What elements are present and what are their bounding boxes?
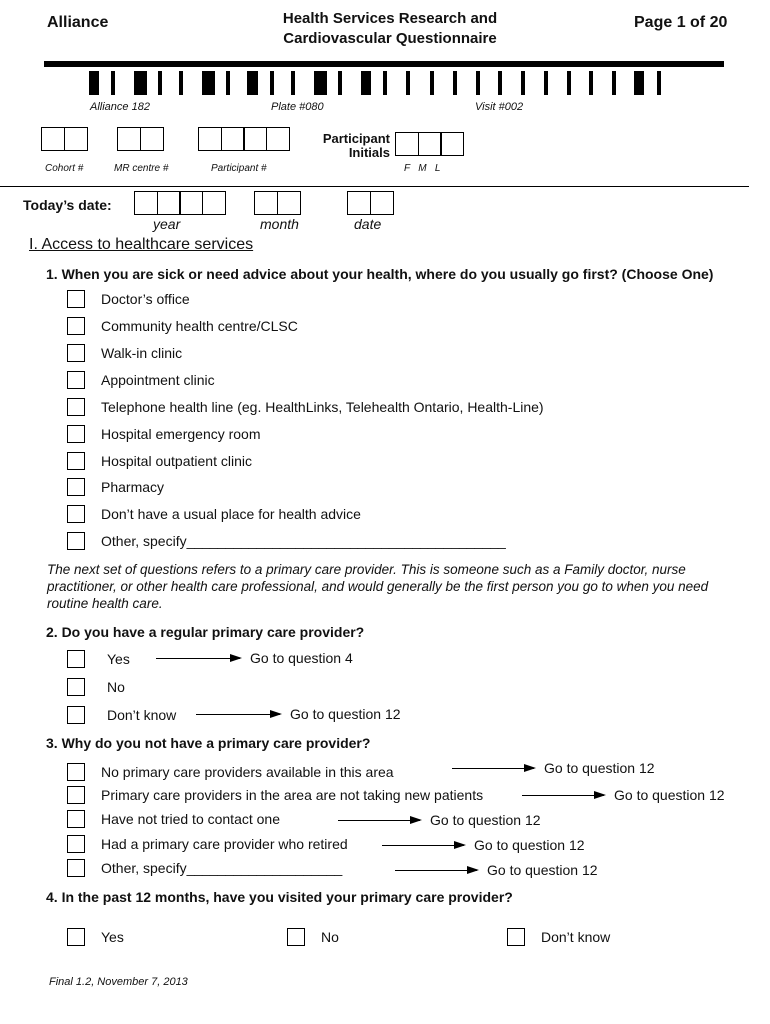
q2-option-dontknow[interactable] bbox=[67, 706, 176, 724]
skip-label: Go to question 4 bbox=[250, 650, 353, 666]
q3-option[interactable] bbox=[67, 786, 483, 804]
skip-label: Go to question 12 bbox=[290, 706, 401, 722]
arrow-right-icon bbox=[452, 768, 534, 769]
arrow-right-icon bbox=[196, 714, 280, 715]
checkbox[interactable] bbox=[67, 678, 85, 696]
month-label: month bbox=[260, 216, 299, 232]
option-label: Yes bbox=[107, 651, 130, 667]
initials-input[interactable] bbox=[395, 132, 463, 156]
q1-option[interactable] bbox=[67, 371, 215, 389]
q2-yes-skip bbox=[156, 650, 353, 666]
arrow-right-icon bbox=[522, 795, 604, 796]
skip-label: Go to question 12 bbox=[487, 862, 598, 878]
q4-option-no[interactable] bbox=[287, 928, 339, 946]
checkbox[interactable] bbox=[67, 505, 85, 523]
skip-label: Go to question 12 bbox=[474, 837, 585, 853]
q4-option-yes[interactable] bbox=[67, 928, 124, 946]
q4-option-dontknow[interactable] bbox=[507, 928, 610, 946]
arrow-right-icon bbox=[338, 820, 420, 821]
q3-option[interactable] bbox=[67, 810, 280, 828]
question-4: 4. In the past 12 months, have you visited your primary care provider? bbox=[46, 889, 513, 905]
year-label: year bbox=[153, 216, 181, 232]
checkbox[interactable] bbox=[67, 398, 85, 416]
checkbox[interactable] bbox=[67, 532, 85, 550]
checkbox[interactable] bbox=[67, 452, 85, 470]
q3-skip bbox=[522, 787, 725, 803]
header-rule bbox=[44, 61, 724, 67]
option-label: Had a primary care provider who retired bbox=[101, 836, 348, 852]
option-label: Yes bbox=[101, 929, 124, 945]
checkbox[interactable] bbox=[67, 706, 85, 724]
q1-option[interactable] bbox=[67, 344, 182, 362]
option-label: Don’t know bbox=[107, 707, 177, 723]
footer-version: Final 1.2, November 7, 2013 bbox=[49, 976, 188, 988]
mr-centre-label: MR centre # bbox=[114, 163, 169, 174]
q1-option[interactable] bbox=[67, 532, 506, 550]
barcode-icon bbox=[89, 71, 669, 95]
arrow-right-icon bbox=[156, 658, 240, 659]
id-divider bbox=[0, 186, 749, 187]
checkbox[interactable] bbox=[67, 344, 85, 362]
day-input[interactable] bbox=[347, 191, 392, 215]
checkbox[interactable] bbox=[67, 835, 85, 853]
participant-number-label: Participant # bbox=[211, 163, 267, 174]
q1-option[interactable] bbox=[67, 290, 190, 308]
checkbox[interactable] bbox=[67, 290, 85, 308]
option-label: Doctor’s office bbox=[101, 291, 190, 307]
question-1: 1. When you are sick or need advice about your health, where do you usually go first? (Choose One) bbox=[46, 266, 714, 282]
page-number: Page 1 of 20 bbox=[634, 14, 728, 31]
option-label: Other, specify_________________________________________ bbox=[101, 533, 506, 549]
section-title: I. Access to healthcare services bbox=[29, 236, 254, 253]
skip-label: Go to question 12 bbox=[614, 787, 725, 803]
form-title bbox=[250, 9, 530, 49]
q1-option[interactable] bbox=[67, 398, 544, 416]
mr-centre-input[interactable] bbox=[117, 127, 162, 151]
option-label: Pharmacy bbox=[101, 479, 165, 495]
q2-option-yes[interactable] bbox=[67, 650, 130, 668]
date-label: Today’s date: bbox=[23, 197, 112, 213]
form-title-line2: Cardiovascular Questionnaire bbox=[283, 30, 497, 47]
option-label: Appointment clinic bbox=[101, 372, 215, 388]
question-2: 2. Do you have a regular primary care provider? bbox=[46, 624, 365, 640]
q3-skip bbox=[338, 812, 541, 828]
month-input[interactable] bbox=[254, 191, 299, 215]
option-label: Primary care providers in the area are not taking new patients bbox=[101, 787, 484, 803]
checkbox[interactable] bbox=[67, 786, 85, 804]
year-input[interactable] bbox=[134, 191, 224, 215]
plate-code: Plate #080 bbox=[271, 101, 324, 113]
org-name: Alliance bbox=[47, 14, 109, 31]
q3-skip bbox=[382, 837, 585, 853]
q3-skip bbox=[395, 862, 598, 878]
checkbox[interactable] bbox=[67, 425, 85, 443]
alliance-code: Alliance 182 bbox=[90, 101, 150, 113]
initials-label-line1: Participant bbox=[322, 131, 390, 146]
initials-label bbox=[316, 132, 390, 160]
q1-option[interactable] bbox=[67, 452, 252, 470]
arrow-right-icon bbox=[395, 870, 477, 871]
checkbox[interactable] bbox=[67, 478, 85, 496]
option-label: No bbox=[321, 929, 339, 945]
option-label: Don’t know bbox=[541, 929, 611, 945]
checkbox[interactable] bbox=[67, 317, 85, 335]
option-label: Hospital outpatient clinic bbox=[101, 453, 252, 469]
checkbox[interactable] bbox=[67, 763, 85, 781]
arrow-right-icon bbox=[382, 845, 464, 846]
q2-option-no[interactable] bbox=[67, 678, 125, 696]
option-label: Have not tried to contact one bbox=[101, 811, 280, 827]
option-label: Telephone health line (eg. HealthLinks, Telehealth Ontario, Health-Line) bbox=[101, 399, 544, 415]
instruction-note: The next set of questions refers to a primary care provider. This is someone such as a Family doctor, nurse practitioner, or other health care professional, and would generally be the first person you go to when you need routine health care. bbox=[47, 562, 709, 611]
checkbox[interactable] bbox=[67, 928, 85, 946]
q2-dk-skip bbox=[196, 706, 401, 722]
option-label: Other, specify____________________ bbox=[101, 860, 343, 876]
option-label: No bbox=[107, 679, 125, 695]
checkbox[interactable] bbox=[67, 650, 85, 668]
skip-label: Go to question 12 bbox=[430, 812, 541, 828]
checkbox[interactable] bbox=[507, 928, 525, 946]
option-label: Hospital emergency room bbox=[101, 426, 261, 442]
q1-option[interactable] bbox=[67, 478, 164, 496]
option-label: Walk-in clinic bbox=[101, 345, 183, 361]
checkbox[interactable] bbox=[67, 810, 85, 828]
q3-skip bbox=[452, 760, 655, 776]
option-label: Community health centre/CLSC bbox=[101, 318, 298, 334]
q3-option[interactable] bbox=[67, 763, 394, 781]
question-3: 3. Why do you not have a primary care provider? bbox=[46, 735, 371, 751]
q1-option[interactable] bbox=[67, 505, 361, 523]
day-label: date bbox=[354, 216, 382, 232]
form-title-line1: Health Services Research and bbox=[282, 10, 498, 27]
initials-label-line2: Initials bbox=[348, 145, 390, 160]
option-label: Don’t have a usual place for health advice bbox=[101, 506, 361, 522]
q1-option[interactable] bbox=[67, 425, 261, 443]
checkbox[interactable] bbox=[67, 371, 85, 389]
q1-option[interactable] bbox=[67, 317, 298, 335]
checkbox[interactable] bbox=[287, 928, 305, 946]
cohort-input[interactable] bbox=[41, 127, 86, 151]
initials-letters: F M L bbox=[404, 163, 441, 174]
skip-label: Go to question 12 bbox=[544, 760, 655, 776]
visit-code: Visit #002 bbox=[475, 101, 524, 113]
cohort-label: Cohort # bbox=[45, 163, 84, 174]
participant-number-input[interactable] bbox=[198, 127, 288, 151]
checkbox[interactable] bbox=[67, 859, 85, 877]
q3-option[interactable] bbox=[67, 835, 348, 853]
option-label: No primary care providers available in this area bbox=[101, 764, 394, 780]
q3-option[interactable] bbox=[67, 859, 342, 877]
